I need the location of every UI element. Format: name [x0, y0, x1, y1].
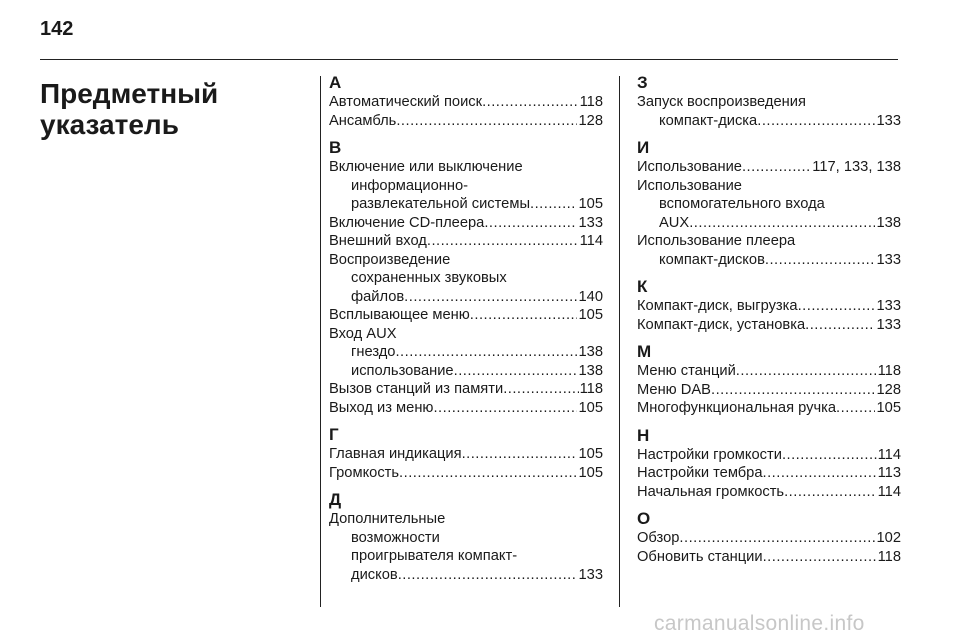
- top-rule: [40, 59, 898, 60]
- entry-page-ref[interactable]: 133: [876, 316, 901, 333]
- entry-text: проигрывателя компакт-: [351, 548, 518, 564]
- leader-dots: [398, 566, 578, 585]
- entry-text: Ансамбль: [329, 112, 397, 129]
- leader-dots: [782, 446, 877, 465]
- entry-text: Автоматический поиск: [329, 94, 483, 110]
- index-entry[interactable]: [329, 112, 603, 131]
- entry-page-ref[interactable]: 105: [578, 399, 603, 416]
- entry-text: Включение или выключение: [329, 159, 523, 175]
- entry-text: сохраненных звуковых: [351, 270, 507, 286]
- entry-text: Вызов станций из памяти: [329, 381, 504, 397]
- leader-dots: [404, 288, 577, 307]
- page-number: 142: [40, 18, 74, 40]
- index-entry[interactable]: [637, 548, 901, 567]
- index-entry[interactable]: [637, 362, 901, 381]
- index-title: Предметный указатель: [40, 78, 219, 140]
- index-entry[interactable]: [637, 93, 901, 130]
- entry-text: Внешний вход: [329, 233, 427, 249]
- index-entry[interactable]: [637, 381, 901, 400]
- entry-page-ref[interactable]: 114: [877, 446, 901, 463]
- entry-page-ref[interactable]: 118: [877, 548, 901, 565]
- entry-page-ref[interactable]: 118: [579, 94, 603, 110]
- entry-page-ref[interactable]: 128: [578, 112, 603, 129]
- entry-text: Всплывающее меню: [329, 307, 470, 323]
- index-entry[interactable]: [637, 446, 901, 465]
- leader-dots: [798, 297, 876, 316]
- entry-page-ref[interactable]: 133: [578, 214, 603, 231]
- entry-text: Настройки громкости: [637, 446, 782, 463]
- entry-text: файлов: [351, 288, 405, 305]
- letter-heading: К: [637, 277, 648, 296]
- index-entry[interactable]: [329, 510, 603, 584]
- leader-dots: [433, 399, 577, 418]
- entry-page-ref[interactable]: 105: [578, 446, 603, 462]
- index-entry[interactable]: [637, 232, 901, 269]
- leader-dots: [689, 214, 875, 233]
- entry-text: Компакт-диск, выгрузка: [637, 298, 798, 314]
- index-entry[interactable]: [637, 464, 901, 483]
- index-column-2: [637, 73, 901, 566]
- index-entry[interactable]: [329, 464, 603, 483]
- entry-text: Использование: [637, 159, 742, 175]
- entry-text: Дополнительные: [329, 511, 446, 527]
- entry-page-ref[interactable]: 102: [876, 530, 901, 546]
- entry-text: использование: [351, 362, 454, 379]
- leader-dots: [765, 251, 876, 270]
- entry-text: Запуск воспроизведения: [637, 94, 806, 110]
- entry-page-ref[interactable]: 138: [578, 362, 603, 379]
- leader-dots: [763, 464, 877, 483]
- entry-page-ref[interactable]: 118: [579, 381, 603, 397]
- entry-page-ref[interactable]: 114: [877, 483, 901, 500]
- entry-text: Воспроизведение: [329, 251, 451, 268]
- entry-text: Настройки тембра: [637, 465, 763, 481]
- letter-heading: В: [329, 138, 342, 157]
- letter-heading: Н: [637, 425, 650, 445]
- index-column-1: [329, 73, 603, 584]
- index-entry[interactable]: [329, 325, 603, 344]
- index-entry[interactable]: [329, 93, 603, 112]
- entry-text: возможности: [351, 529, 440, 546]
- entry-text: Выход из меню: [329, 399, 434, 416]
- index-entry[interactable]: [637, 316, 901, 335]
- leader-dots: [482, 93, 579, 112]
- leader-dots: [742, 158, 811, 177]
- entry-text: развлекательной системы: [351, 196, 531, 212]
- entry-text: компакт-диска: [659, 112, 758, 129]
- entry-text: Многофункциональная ручка: [637, 400, 837, 416]
- entry-page-ref[interactable]: 138: [876, 214, 901, 231]
- entry-text: Начальная громкость: [637, 483, 785, 500]
- entry-text: Главная индикация: [329, 446, 462, 462]
- leader-dots: [763, 548, 877, 567]
- leader-dots: [530, 195, 577, 214]
- entry-text: дисков: [351, 566, 398, 583]
- entry-page-ref[interactable]: 140: [578, 288, 603, 305]
- leader-dots: [711, 381, 876, 400]
- entry-page-ref[interactable]: 105: [876, 400, 901, 416]
- entry-page-ref[interactable]: 133: [876, 298, 901, 314]
- entry-page-ref[interactable]: 133: [578, 566, 603, 583]
- index-entry[interactable]: [329, 343, 603, 362]
- letter-heading: И: [637, 138, 650, 157]
- entry-text: AUX: [659, 214, 690, 231]
- index-entry[interactable]: [329, 251, 603, 307]
- leader-dots: [484, 214, 577, 233]
- entry-text: Обновить станции: [637, 548, 763, 565]
- entry-text: Громкость: [329, 464, 400, 481]
- index-entry[interactable]: [329, 380, 603, 399]
- entry-page-ref[interactable]: 117, 133, 138: [812, 159, 901, 175]
- column-divider-left: [320, 76, 321, 607]
- index-entry[interactable]: [329, 362, 603, 381]
- entry-text: Меню DAB: [637, 381, 711, 398]
- column-divider-right: [619, 76, 620, 607]
- entry-page-ref[interactable]: 114: [579, 233, 603, 249]
- entry-text: вспомогательного входа: [659, 196, 825, 212]
- index-entry[interactable]: [329, 306, 603, 325]
- entry-text: гнездо: [351, 344, 396, 360]
- index-entry[interactable]: [329, 399, 603, 418]
- leader-dots: [395, 343, 577, 362]
- entry-text: компакт-дисков: [659, 251, 765, 268]
- letter-heading: З: [637, 73, 648, 92]
- leader-dots: [757, 112, 875, 131]
- entry-page-ref[interactable]: 105: [578, 464, 603, 481]
- index-entry[interactable]: [329, 445, 603, 464]
- index-entry[interactable]: [637, 529, 901, 548]
- leader-dots: [427, 232, 579, 251]
- entry-page-ref[interactable]: 133: [876, 251, 901, 268]
- entry-page-ref[interactable]: 128: [876, 381, 901, 398]
- index-entry[interactable]: [637, 399, 901, 418]
- index-entry[interactable]: [329, 214, 603, 233]
- entry-text: Меню станций: [637, 363, 736, 379]
- letter-heading: А: [329, 73, 342, 92]
- index-entry[interactable]: [329, 158, 603, 214]
- index-entry[interactable]: [637, 177, 901, 233]
- letter-heading: О: [637, 509, 651, 528]
- index-entry[interactable]: [329, 232, 603, 251]
- leader-dots: [462, 445, 578, 464]
- leader-dots: [470, 306, 578, 325]
- entry-page-ref[interactable]: 113: [877, 465, 901, 481]
- watermark: carmanualsonline.info: [654, 612, 865, 635]
- entry-page-ref[interactable]: 105: [578, 196, 603, 212]
- letter-heading: Г: [329, 425, 339, 444]
- entry-page-ref[interactable]: 118: [877, 363, 901, 379]
- index-entry[interactable]: [637, 483, 901, 502]
- leader-dots: [454, 362, 578, 381]
- leader-dots: [736, 362, 877, 381]
- entry-page-ref[interactable]: 133: [876, 112, 901, 129]
- leader-dots: [784, 483, 876, 502]
- entry-text: информационно-: [351, 177, 469, 194]
- leader-dots: [503, 380, 578, 399]
- leader-dots: [396, 112, 577, 131]
- index-entry[interactable]: [637, 297, 901, 316]
- letter-heading: Д: [329, 490, 342, 509]
- entry-page-ref[interactable]: 105: [578, 307, 603, 323]
- entry-text: Вход AUX: [329, 325, 397, 342]
- leader-dots: [399, 464, 577, 483]
- leader-dots: [679, 529, 875, 548]
- letter-heading: М: [637, 342, 652, 361]
- index-entry[interactable]: [637, 158, 901, 177]
- leader-dots: [836, 399, 875, 418]
- entry-text: Обзор: [637, 530, 680, 546]
- entry-text: Компакт-диск, установка: [637, 316, 806, 333]
- entry-page-ref[interactable]: 138: [578, 344, 603, 360]
- entry-text: Использование плеера: [637, 233, 796, 249]
- entry-text: Использование: [637, 177, 742, 194]
- entry-text: Включение CD-плеера: [329, 214, 485, 231]
- leader-dots: [805, 316, 875, 335]
